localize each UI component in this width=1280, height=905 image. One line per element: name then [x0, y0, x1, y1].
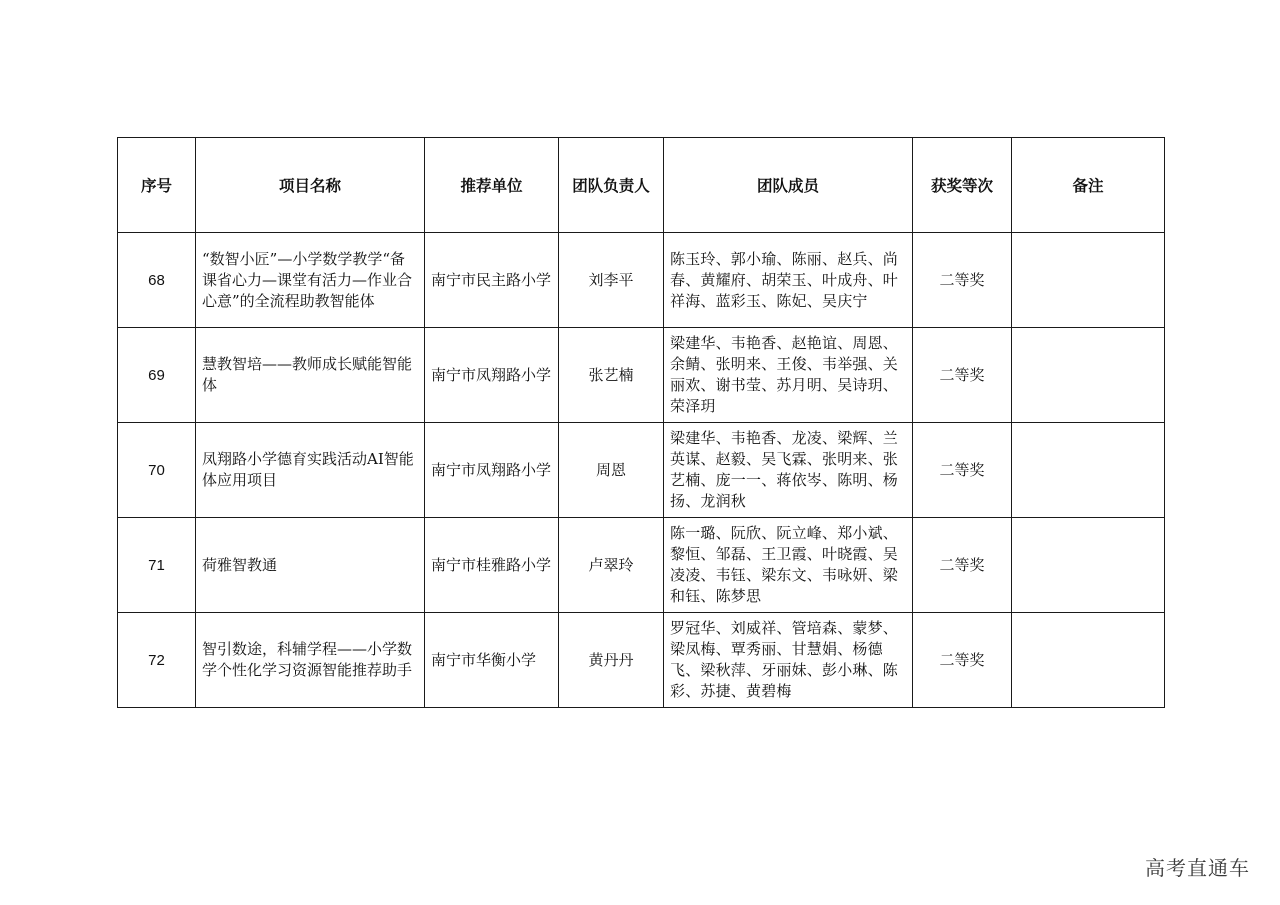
cell-members: 陈玉玲、郭小瑜、陈丽、赵兵、尚春、黄耀府、胡荣玉、叶成舟、叶祥海、蓝彩玉、陈妃、吴庆宁	[664, 233, 913, 328]
header-project: 项目名称	[196, 138, 425, 233]
cell-unit: 南宁市凤翔路小学	[425, 328, 559, 423]
cell-project: “数智小匠”—小学数学教学“备课省心力—课堂有活力—作业合心意”的全流程助教智能体	[196, 233, 425, 328]
cell-no: 68	[118, 233, 196, 328]
cell-leader: 张艺楠	[559, 328, 664, 423]
table-header-row	[118, 138, 1165, 233]
cell-no: 69	[118, 328, 196, 423]
cell-unit: 南宁市桂雅路小学	[425, 518, 559, 613]
cell-members: 陈一璐、阮欣、阮立峰、郑小斌、黎恒、邹磊、王卫霞、叶晓霞、吴凌凌、韦钰、梁东文、韦咏妍、梁和钰、陈梦思	[664, 518, 913, 613]
cell-remark	[1012, 613, 1165, 708]
cell-members: 梁建华、韦艳香、龙凌、梁辉、兰英谋、赵毅、吴飞霖、张明来、张艺楠、庞一一、蒋依岑、陈明、杨扬、龙润秋	[664, 423, 913, 518]
table-row	[118, 613, 1165, 708]
cell-award: 二等奖	[913, 518, 1012, 613]
cell-leader: 刘李平	[559, 233, 664, 328]
cell-award: 二等奖	[913, 423, 1012, 518]
cell-project: 智引数途，科辅学程——小学数学个性化学习资源智能推荐助手	[196, 613, 425, 708]
table-row	[118, 328, 1165, 423]
cell-no: 71	[118, 518, 196, 613]
header-members: 团队成员	[664, 138, 913, 233]
header-award: 获奖等次	[913, 138, 1012, 233]
table-row	[118, 423, 1165, 518]
cell-remark	[1012, 233, 1165, 328]
cell-remark	[1012, 518, 1165, 613]
cell-leader: 黄丹丹	[559, 613, 664, 708]
cell-members: 梁建华、韦艳香、赵艳谊、周恩、余鲭、张明来、王俊、韦举强、关丽欢、谢书莹、苏月明、吴诗玥、荣泽玥	[664, 328, 913, 423]
cell-unit: 南宁市民主路小学	[425, 233, 559, 328]
cell-remark	[1012, 423, 1165, 518]
cell-unit: 南宁市华衡小学	[425, 613, 559, 708]
cell-leader: 卢翠玲	[559, 518, 664, 613]
cell-project: 荷雅智教通	[196, 518, 425, 613]
header-unit: 推荐单位	[425, 138, 559, 233]
header-leader: 团队负责人	[559, 138, 664, 233]
cell-award: 二等奖	[913, 233, 1012, 328]
cell-award: 二等奖	[913, 613, 1012, 708]
cell-no: 72	[118, 613, 196, 708]
cell-remark	[1012, 328, 1165, 423]
cell-no: 70	[118, 423, 196, 518]
cell-members: 罗冠华、刘威祥、管培森、蒙梦、梁凤梅、覃秀丽、甘慧娟、杨德飞、梁秋萍、牙丽妹、彭小琳、陈彩、苏捷、黄碧梅	[664, 613, 913, 708]
table-row	[118, 233, 1165, 328]
cell-project: 凤翔路小学德育实践活动AI智能体应用项目	[196, 423, 425, 518]
award-table	[117, 137, 1165, 708]
header-remark: 备注	[1012, 138, 1165, 233]
cell-project: 慧教智培——教师成长赋能智能体	[196, 328, 425, 423]
cell-unit: 南宁市凤翔路小学	[425, 423, 559, 518]
watermark-text: 高考直通车	[1145, 856, 1250, 880]
header-no: 序号	[118, 138, 196, 233]
cell-award: 二等奖	[913, 328, 1012, 423]
cell-leader: 周恩	[559, 423, 664, 518]
table-row	[118, 518, 1165, 613]
